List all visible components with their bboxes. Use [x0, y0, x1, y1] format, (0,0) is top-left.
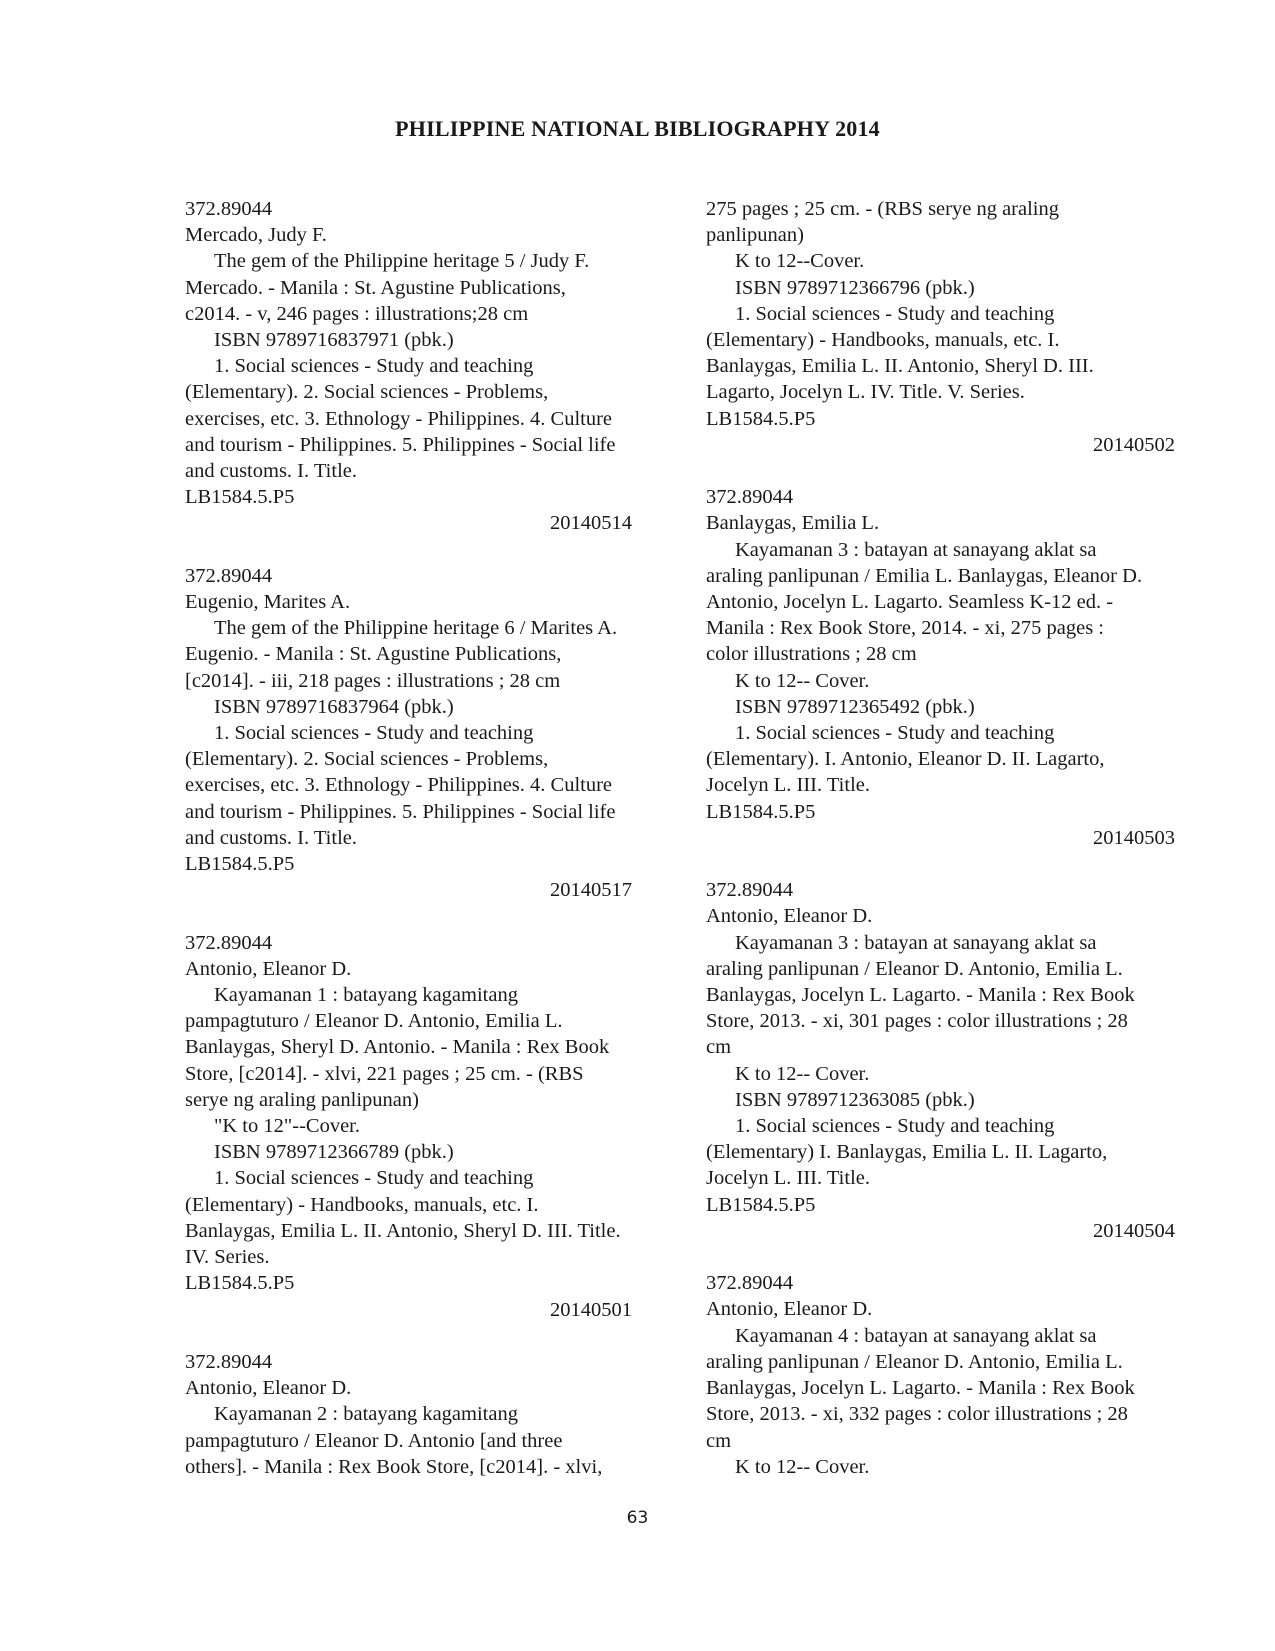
entry-date: 20140504 — [1093, 1219, 1175, 1242]
entry-line: Antonio, Eleanor D. — [706, 1298, 873, 1321]
entry-line: K to 12-- Cover. — [735, 1062, 870, 1085]
entry-line: 1. Social sciences - Study and teaching — [214, 355, 534, 378]
entry-date: 20140502 — [1093, 433, 1175, 456]
entry-line: Mercado. - Manila : St. Agustine Publications, — [185, 276, 566, 299]
entry-line: exercises, etc. 3. Ethnology - Philippines. 4. Culture — [185, 774, 613, 797]
bibliography-entry — [185, 563, 651, 904]
entry-line: Jocelyn L. III. Title. — [706, 774, 870, 797]
entry-line: Lagarto, Jocelyn L. IV. Title. V. Series. — [706, 381, 1025, 404]
entry-date: 20140501 — [550, 1298, 632, 1321]
entry-line: Banlaygas, Emilia L. II. Antonio, Sheryl D. III. Title. — [185, 1219, 621, 1242]
entry-line: ISBN 9789716837971 (pbk.) — [214, 329, 454, 352]
entry-line: Manila : Rex Book Store, 2014. - xi, 275 pages : — [706, 617, 1104, 640]
entry-line: The gem of the Philippine heritage 6 / Marites A. — [214, 617, 618, 640]
entry-line: araling panlipunan / Eleanor D. Antonio, Emilia L. — [706, 1350, 1123, 1373]
right-column — [706, 196, 1194, 1506]
entry-line: ISBN 9789712366789 (pbk.) — [214, 1141, 454, 1164]
entry-line: Banlaygas, Jocelyn L. Lagarto. - Manila : Rex Book — [706, 984, 1135, 1007]
entry-line: and tourism - Philippines. 5. Philippines - Social life — [185, 433, 616, 456]
entry-line: and customs. I. Title. — [185, 460, 357, 483]
entry-line: LB1584.5.P5 — [185, 1272, 295, 1295]
entry-line: ISBN 9789712363085 (pbk.) — [735, 1088, 975, 1111]
entry-line: (Elementary). I. Antonio, Eleanor D. II. Lagarto, — [706, 748, 1105, 771]
entry-line: LB1584.5.P5 — [185, 486, 295, 509]
bibliography-entry — [185, 930, 651, 1323]
entry-line: ISBN 9789712365492 (pbk.) — [735, 695, 975, 718]
entry-date: 20140503 — [1093, 826, 1175, 849]
bibliography-entry — [185, 196, 651, 537]
entry-line: Banlaygas, Emilia L. II. Antonio, Sheryl D. III. — [706, 355, 1094, 378]
entry-line: Store, 2013. - xi, 301 pages : color illustrations ; 28 — [706, 1010, 1128, 1033]
entry-line: pampagtuturo / Eleanor D. Antonio, Emilia L. — [185, 1010, 563, 1033]
entry-line: exercises, etc. 3. Ethnology - Philippines. 4. Culture — [185, 407, 613, 430]
entry-line: Mercado, Judy F. — [185, 224, 327, 247]
entry-line: Kayamanan 3 : batayan at sanayang aklat sa — [735, 538, 1097, 561]
entry-line: panlipunan) — [706, 224, 804, 247]
entry-line: pampagtuturo / Eleanor D. Antonio [and three — [185, 1429, 563, 1452]
entry-line: 372.89044 — [706, 879, 794, 902]
entry-line: Kayamanan 3 : batayan at sanayang aklat sa — [735, 931, 1097, 954]
entry-line: color illustrations ; 28 cm — [706, 643, 917, 666]
entry-line: Eugenio, Marites A. — [185, 591, 351, 614]
bibliography-entry — [706, 1270, 1194, 1480]
entry-line: Banlaygas, Jocelyn L. Lagarto. - Manila : Rex Book — [706, 1377, 1135, 1400]
bibliography-entry — [706, 484, 1194, 851]
entry-line: ISBN 9789712366796 (pbk.) — [735, 276, 975, 299]
entry-line: 372.89044 — [706, 1272, 794, 1295]
entry-line: 372.89044 — [185, 931, 273, 954]
entry-line: (Elementary) - Handbooks, manuals, etc. I. — [185, 1193, 539, 1216]
entry-line: 1. Social sciences - Study and teaching — [214, 722, 534, 745]
left-column — [185, 196, 651, 1506]
entry-line: 275 pages ; 25 cm. - (RBS serye ng araling — [706, 198, 1059, 220]
entry-line: 1. Social sciences - Study and teaching — [735, 722, 1055, 745]
entry-line: araling panlipunan / Emilia L. Banlaygas, Eleanor D. — [706, 564, 1143, 587]
bibliography-entry — [706, 877, 1194, 1244]
entry-line: 1. Social sciences - Study and teaching — [735, 302, 1055, 325]
entry-line: ISBN 9789716837964 (pbk.) — [214, 695, 454, 718]
entry-line: cm — [706, 1036, 732, 1059]
bibliography-entry — [706, 196, 1194, 458]
page-number: 63 — [626, 1508, 649, 1528]
entry-line: 372.89044 — [185, 564, 273, 587]
entry-line: K to 12-- Cover. — [735, 669, 870, 692]
entry-line: IV. Series. — [185, 1246, 270, 1269]
entry-line: Antonio, Eleanor D. — [706, 905, 873, 928]
entry-line: LB1584.5.P5 — [185, 853, 295, 876]
entry-line: Antonio, Eleanor D. — [185, 957, 352, 980]
entry-date: 20140517 — [550, 879, 632, 902]
entry-line: (Elementary). 2. Social sciences - Problems, — [185, 748, 549, 771]
entry-line: serye ng araling panlipunan) — [185, 1088, 419, 1111]
entry-line: Kayamanan 2 : batayang kagamitang — [214, 1403, 518, 1426]
entry-line: (Elementary) I. Banlaygas, Emilia L. II. Lagarto, — [706, 1141, 1108, 1164]
entry-line: Eugenio. - Manila : St. Agustine Publications, — [185, 643, 562, 666]
bibliography-entry — [185, 1349, 651, 1480]
entry-line: [c2014]. - iii, 218 pages : illustrations ; 28 cm — [185, 669, 561, 692]
entry-line: 372.89044 — [185, 1350, 273, 1373]
entry-line: Banlaygas, Emilia L. — [706, 512, 880, 535]
entry-line: 1. Social sciences - Study and teaching — [735, 1115, 1055, 1138]
entry-line: The gem of the Philippine heritage 5 / Judy F. — [214, 250, 590, 273]
entry-line: 372.89044 — [185, 198, 273, 220]
entry-line: LB1584.5.P5 — [706, 800, 816, 823]
entry-line: Kayamanan 4 : batayan at sanayang aklat sa — [735, 1324, 1097, 1347]
entry-date: 20140514 — [550, 512, 632, 535]
entry-line: 372.89044 — [706, 486, 794, 509]
entry-line: and tourism - Philippines. 5. Philippines - Social life — [185, 800, 616, 823]
entry-line: K to 12--Cover. — [735, 250, 865, 273]
page-title: PHILIPPINE NATIONAL BIBLIOGRAPHY 2014 — [395, 116, 880, 141]
entry-line: Antonio, Eleanor D. — [185, 1377, 352, 1400]
entry-line: Jocelyn L. III. Title. — [706, 1167, 870, 1190]
entry-line: (Elementary) - Handbooks, manuals, etc. I. — [706, 329, 1060, 352]
entry-line: Kayamanan 1 : batayang kagamitang — [214, 984, 518, 1007]
entry-line: Antonio, Jocelyn L. Lagarto. Seamless K-12 ed. - — [706, 591, 1114, 614]
entry-line: K to 12-- Cover. — [735, 1455, 870, 1478]
entry-line: (Elementary). 2. Social sciences - Problems, — [185, 381, 549, 404]
entry-line: Store, [c2014]. - xlvi, 221 pages ; 25 cm. - (RBS — [185, 1062, 584, 1085]
entry-line: Banlaygas, Sheryl D. Antonio. - Manila : Rex Book — [185, 1036, 610, 1059]
entry-line: others]. - Manila : Rex Book Store, [c2014]. - xlvi, — [185, 1455, 603, 1478]
entry-line: Store, 2013. - xi, 332 pages : color illustrations ; 28 — [706, 1403, 1128, 1426]
entry-line: LB1584.5.P5 — [706, 407, 816, 430]
entry-line: c2014. - v, 246 pages : illustrations;28 cm — [185, 302, 529, 325]
entry-line: and customs. I. Title. — [185, 826, 357, 849]
entry-line: "K to 12"--Cover. — [214, 1115, 360, 1138]
entry-line: 1. Social sciences - Study and teaching — [214, 1167, 534, 1190]
entry-line: LB1584.5.P5 — [706, 1193, 816, 1216]
entry-line: cm — [706, 1429, 732, 1452]
entry-line: araling panlipunan / Eleanor D. Antonio, Emilia L. — [706, 957, 1123, 980]
